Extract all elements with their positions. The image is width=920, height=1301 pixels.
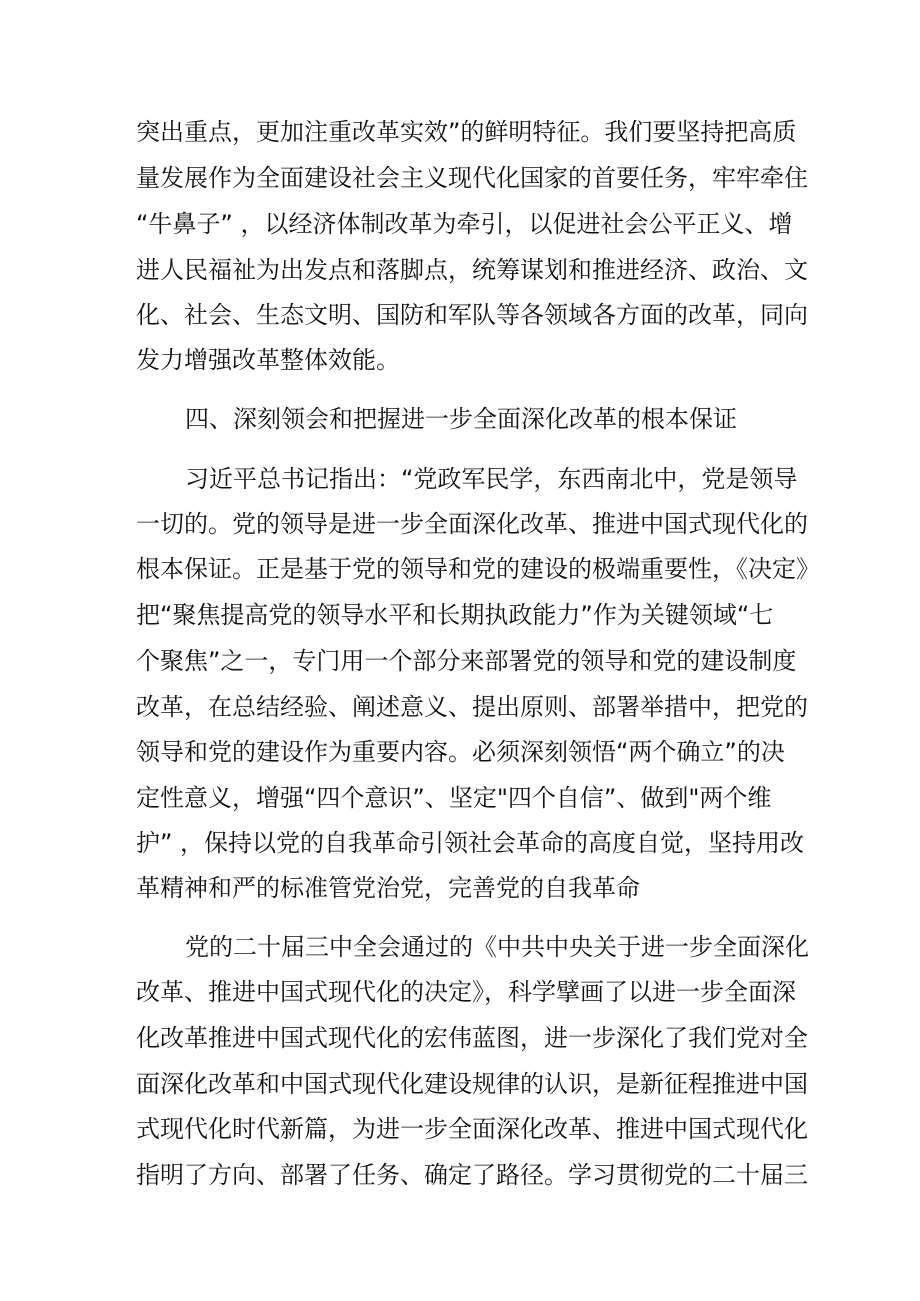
text-line: “牛鼻子” ，以经济体制改革为牵引，以促进社会公平正义、增 bbox=[136, 210, 793, 238]
text-line: 革精神和严的标准管党治党，完善党的自我革命 bbox=[136, 874, 640, 902]
text-line: 根本保证。正是基于党的领导和党的建设的极端重要性，《决定》 bbox=[136, 555, 820, 583]
text-line: 个聚焦”之一，专门用一个部分来部署党的领导和党的建设制度 bbox=[136, 647, 797, 675]
text-line: 面深化改革和中国式现代化建设规律的认识，是新征程推进中国 bbox=[136, 1070, 808, 1098]
text-line: 习近平总书记指出：“党政军民学，东西南北中，党是领导 bbox=[185, 465, 798, 493]
text-line: 量发展作为全面建设社会主义现代化国家的首要任务，牢牢牵住 bbox=[136, 164, 808, 192]
heading-text: 四、深刻领会和把握进一步全面深化改革的根本保证 bbox=[185, 405, 737, 433]
text-line: 发力增强改革整体效能。 bbox=[136, 346, 400, 374]
text-line: 护” ，保持以党的自我革命引领社会革命的高度自觉，坚持用改 bbox=[136, 829, 805, 857]
text-line: 领导和党的建设作为重要内容。必须深刻领悟“两个确立”的决 bbox=[136, 738, 785, 766]
text-line: 把“聚焦提高党的领导水平和长期执政能力”作为关键领域“七 bbox=[136, 601, 774, 629]
text-line: 式现代化时代新篇，为进一步全面深化改革、推进中国式现代化 bbox=[136, 1115, 808, 1143]
text-line: 一切的。党的领导是进一步全面深化改革、推进中国式现代化的 bbox=[136, 510, 808, 538]
text-line: 化改革推进中国式现代化的宏伟蓝图，进一步深化了我们党对全 bbox=[136, 1024, 808, 1052]
text-line: 进人民福祉为出发点和落脚点，统筹谋划和推进经济、政治、文 bbox=[136, 256, 808, 284]
text-line: 突出重点，更加注重改革实效”的鲜明特征。我们要坚持把高质 bbox=[136, 118, 797, 146]
text-line: 化、社会、生态文明、国防和军队等各领域各方面的改革，同向 bbox=[136, 301, 808, 329]
text-line: 改革，在总结经验、阐述意义、提出原则、部署举措中，把党的 bbox=[136, 693, 808, 721]
text-line: 党的二十届三中全会通过的《中共中央关于进一步全面深化 bbox=[185, 933, 809, 961]
text-line: 指明了方向、部署了任务、确定了路径。学习贯彻党的二十届三 bbox=[136, 1161, 808, 1189]
text-line: 改革、推进中国式现代化的决定》，科学擘画了以进一步全面深 bbox=[136, 978, 796, 1006]
text-line: 定性意义，增强“四个意识”、坚定"四个自信”、做到"两个维 bbox=[136, 784, 772, 812]
